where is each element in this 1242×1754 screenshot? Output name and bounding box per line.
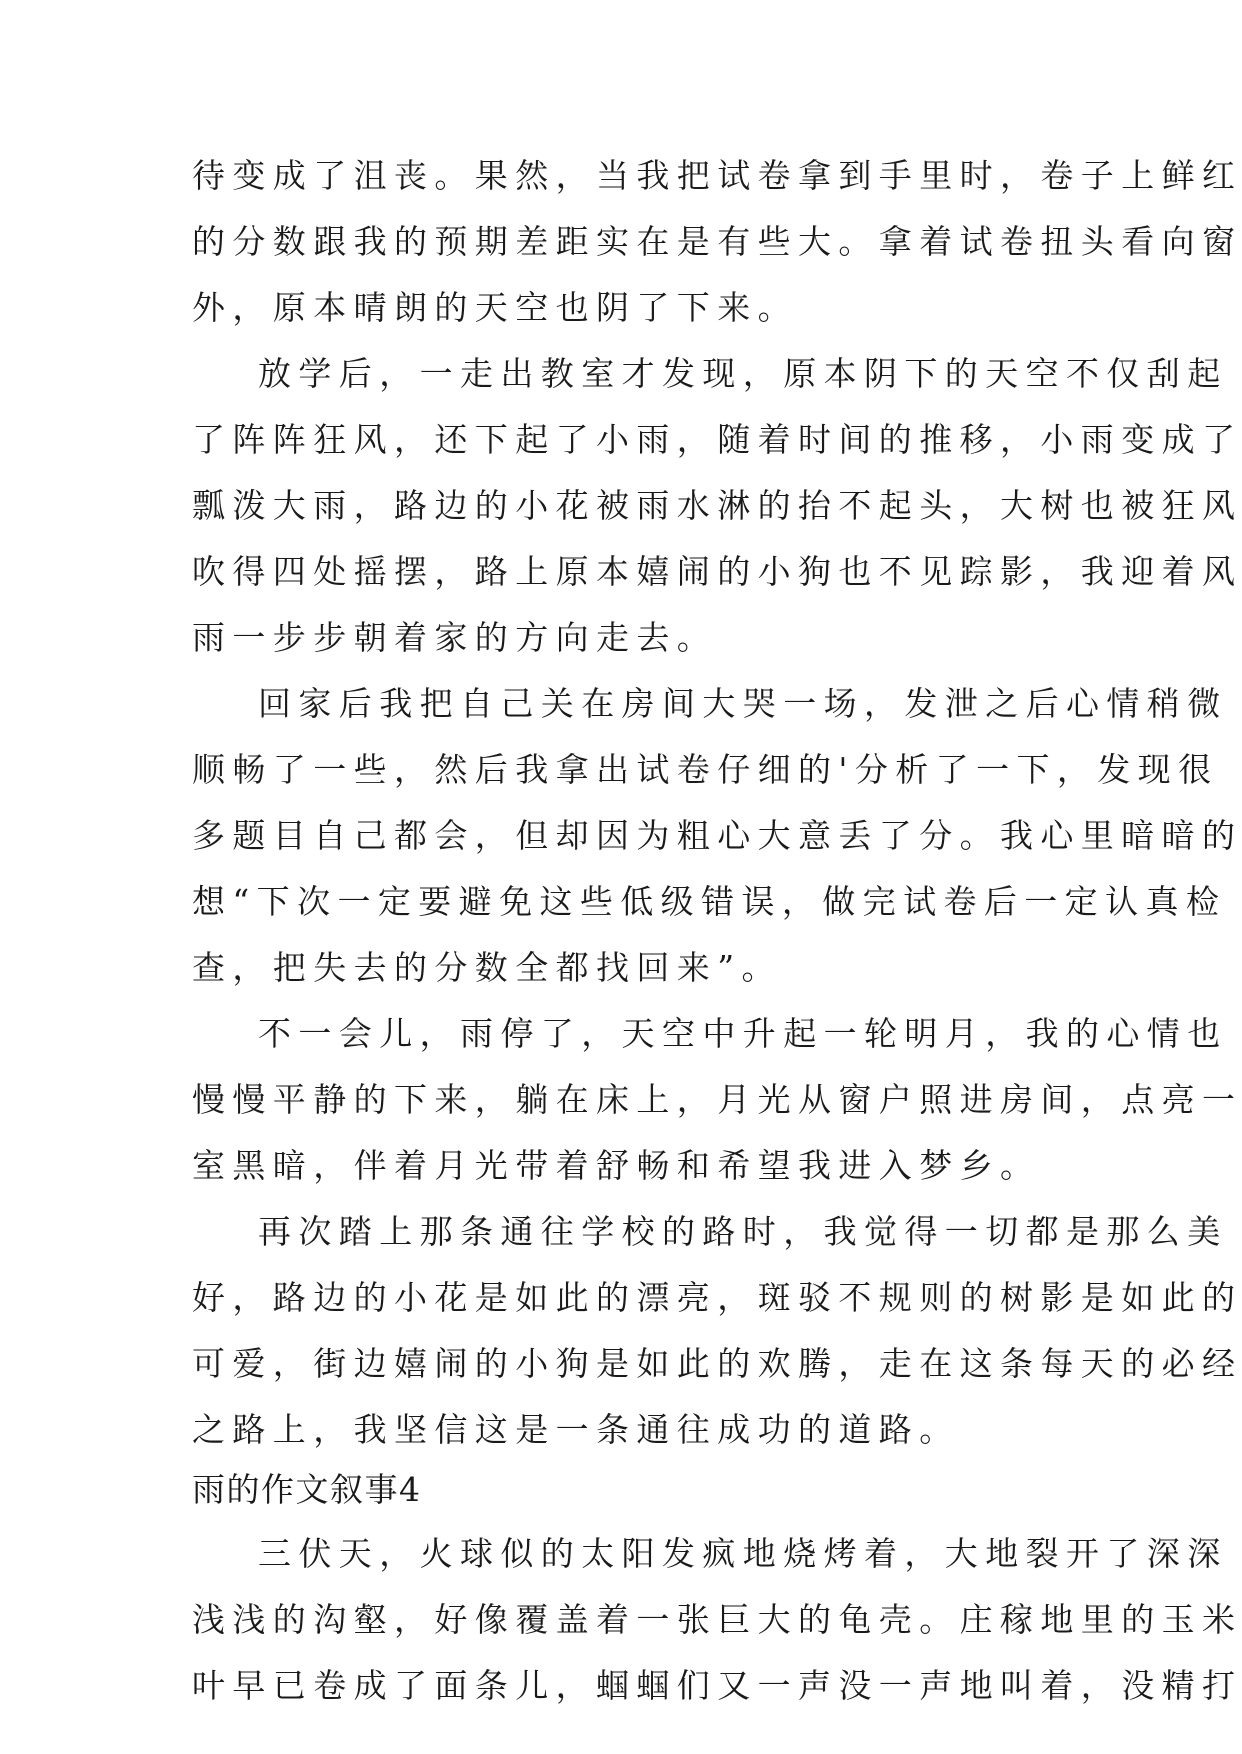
- text-line: 浅浅的沟壑，好像覆盖着一张巨大的龟壳。庄稼地里的玉米: [192, 1600, 1242, 1639]
- paragraph-first-line: 放学后，一走出教室才发现，原本阴下的天空不仅刮起: [258, 354, 1228, 393]
- text-line: 瓢泼大雨，路边的小花被雨水淋的抬不起头，大树也被狂风: [192, 486, 1242, 525]
- text-line: 了阵阵狂风，还下起了小雨，随着时间的推移，小雨变成了: [192, 420, 1242, 459]
- text-line: 好，路边的小花是如此的漂亮，斑驳不规则的树影是如此的: [192, 1278, 1242, 1317]
- paragraph-first-line: 回家后我把自己关在房间大哭一场，发泄之后心情稍微: [258, 684, 1228, 723]
- text-line: 可爱，街边嬉闹的小狗是如此的欢腾，走在这条每天的必经: [192, 1344, 1242, 1383]
- paragraph-first-line: 三伏天，火球似的太阳发疯地烧烤着，大地裂开了深深: [258, 1534, 1228, 1573]
- paragraph-first-line: 再次踏上那条通往学校的路时，我觉得一切都是那么美: [258, 1212, 1228, 1251]
- section-heading: 雨的作文叙事4: [192, 1470, 422, 1509]
- text-line: 待变成了沮丧。果然，当我把试卷拿到手里时，卷子上鲜红: [192, 156, 1242, 195]
- text-line: 想“下次一定要避免这些低级错误，做完试卷后一定认真检: [192, 882, 1227, 921]
- text-line: 查，把失去的分数全都找回来”。: [192, 948, 782, 987]
- text-line: 慢慢平静的下来，躺在床上，月光从窗户照进房间，点亮一: [192, 1080, 1242, 1119]
- text-line: 吹得四处摇摆，路上原本嬉闹的小狗也不见踪影，我迎着风: [192, 552, 1242, 591]
- text-line: 的分数跟我的预期差距实在是有些大。拿着试卷扭头看向窗: [192, 222, 1242, 261]
- text-line: 之路上，我坚信这是一条通往成功的道路。: [192, 1410, 960, 1449]
- text-line: 外，原本晴朗的天空也阴了下来。: [192, 288, 798, 327]
- text-line: 叶早已卷成了面条儿，蝈蝈们又一声没一声地叫着，没精打: [192, 1666, 1242, 1705]
- text-line: 顺畅了一些，然后我拿出试卷仔细的'分析了一下，发现很: [192, 750, 1219, 789]
- text-line: 雨一步步朝着家的方向走去。: [192, 618, 718, 657]
- text-line: 室黑暗，伴着月光带着舒畅和希望我进入梦乡。: [192, 1146, 1041, 1185]
- paragraph-first-line: 不一会儿，雨停了，天空中升起一轮明月，我的心情也: [258, 1014, 1228, 1053]
- text-line: 多题目自己都会，但却因为粗心大意丢了分。我心里暗暗的: [192, 816, 1242, 855]
